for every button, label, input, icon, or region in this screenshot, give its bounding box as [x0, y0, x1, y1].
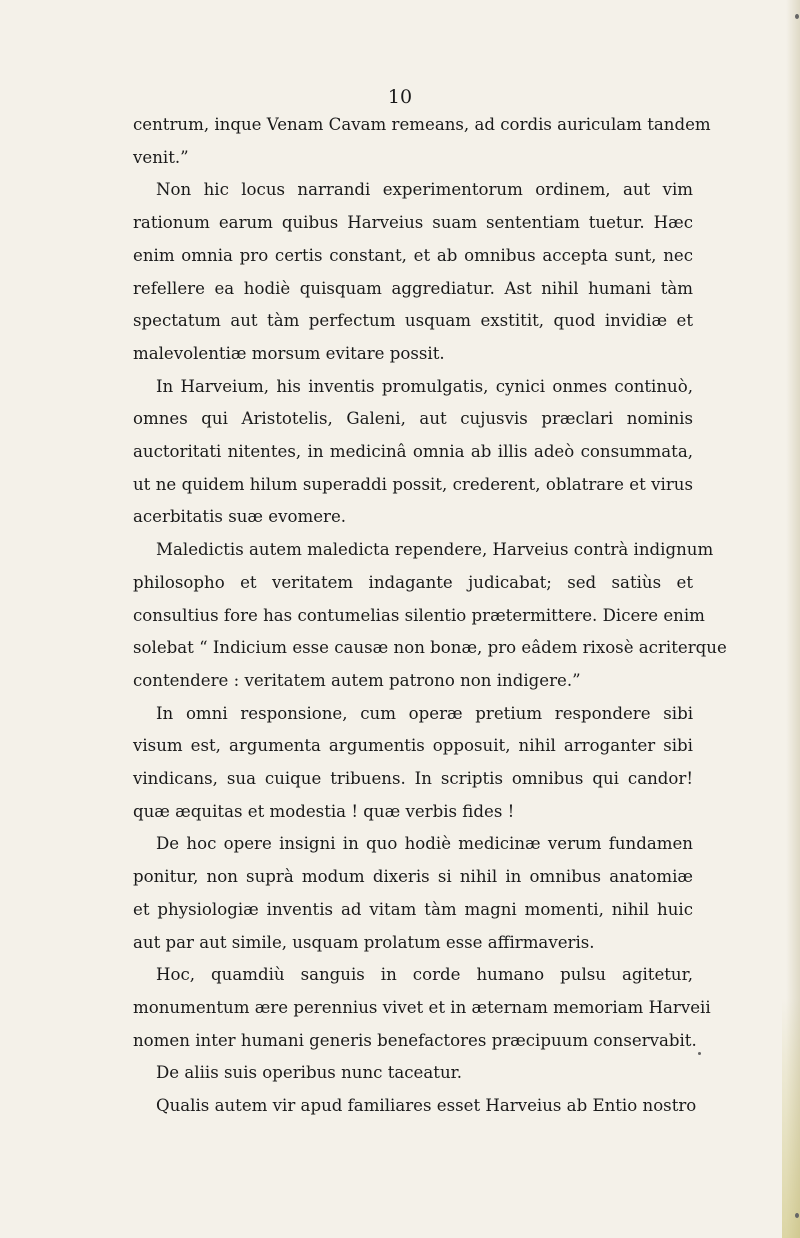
text-line: acerbitatis suæ evomere. [133, 507, 347, 527]
ink-speck [795, 14, 799, 19]
text-line: monumentum ære perennius vivet et in æternam memoriam Harveii [133, 997, 711, 1017]
text-line: auctoritati nitentes, in medicinâ omnia ab illis adeò consummata, [133, 442, 693, 462]
text-line: Maledictis autem maledicta rependere, Harveius contrà indignum [156, 540, 714, 560]
page-edge-stain [782, 998, 800, 1238]
text-line: solebat “ Indicium esse causæ non bonæ, pro eâdem rixosè acriterque [133, 638, 727, 658]
text-line: ut ne quidem hilum superaddi possit, crederent, oblatrare et virus [133, 474, 693, 494]
text-line: spectatum aut tàm perfectum usquam exstitit, quod invidiæ et [133, 311, 693, 331]
text-line: Hoc, quamdiù sanguis in corde humano pulsu agitetur, [156, 965, 693, 985]
text-line: omnes qui Aristotelis, Galeni, aut cujusvis præclari nominis [133, 409, 693, 429]
text-line: De aliis suis operibus nunc taceatur. [156, 1063, 463, 1083]
body-text [133, 109, 727, 1123]
text-line: centrum, inque Venam Cavam remeans, ad cordis auriculam tandem [133, 115, 711, 134]
text-line: malevolentiæ morsum evitare possit. [133, 343, 445, 363]
text-line: contendere : veritatem autem patrono non indigere.” [133, 670, 581, 690]
text-line: In omni responsione, cum operæ pretium respondere sibi [156, 703, 693, 723]
text-line: In Harveium, his inventis promulgatis, cynici onmes continuò, [156, 376, 693, 396]
ink-speck [698, 1052, 701, 1055]
text-line: quæ æquitas et modestia ! quæ verbis fides ! [133, 801, 515, 821]
text-line: De hoc opere insigni in quo hodiè medicinæ verum fundamen [156, 834, 693, 854]
page-number: 10 [387, 86, 413, 108]
text-line: Non hic locus narrandi experimentorum ordinem, aut vim [156, 180, 693, 200]
text-line: philosopho et veritatem indagante judicabat; sed satiùs et [133, 572, 693, 592]
text-line: ponitur, non suprà modum dixeris si nihil in omnibus anatomiæ [133, 867, 693, 887]
text-line: enim omnia pro certis constant, et ab omnibus accepta sunt, nec [133, 245, 693, 265]
text-line: consultius fore has contumelias silentio prætermittere. Dicere enim [133, 605, 705, 625]
text-line: nomen inter humani generis benefactores præcipuum conservabit. [133, 1030, 697, 1050]
text-line: Qualis autem vir apud familiares esset Harveius ab Entio nostro [156, 1096, 697, 1116]
text-line: refellere ea hodiè quisquam aggrediatur. Ast nihil humani tàm [133, 278, 693, 298]
text-line: visum est, argumenta argumentis opposuit, nihil arroganter sibi [133, 736, 693, 756]
text-line: aut par aut simile, usquam prolatum esse affirmaveris. [133, 932, 595, 952]
text-line: rationum earum quibus Harveius suam sententiam tuetur. Hæc [133, 213, 693, 233]
text-line: vindicans, sua cuique tribuens. In scriptis omnibus qui candor! [133, 769, 693, 789]
text-line: et physiologiæ inventis ad vitam tàm magni momenti, nihil huic [133, 899, 693, 919]
ink-speck [795, 1213, 799, 1218]
text-line: venit.” [133, 147, 189, 167]
